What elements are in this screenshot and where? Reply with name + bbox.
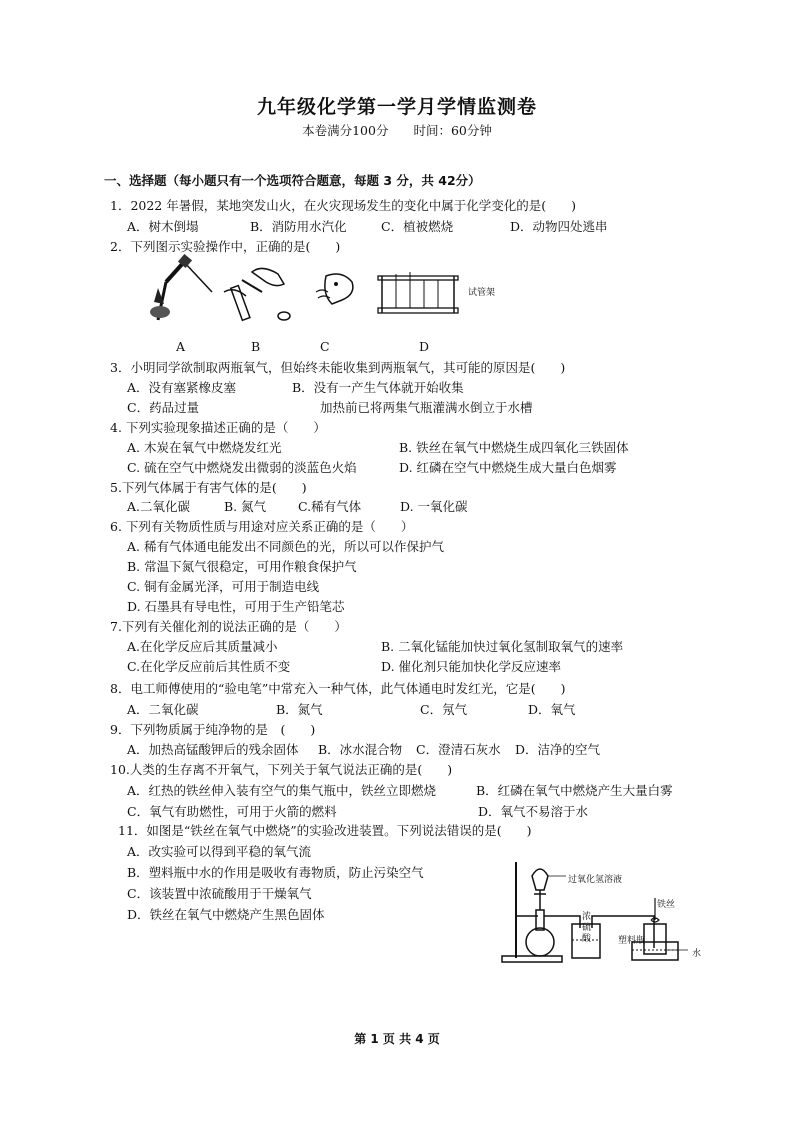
q6-option-a: A. 稀有气体通电能发出不同颜色的光，所以可以作保护气	[127, 539, 444, 554]
q5-stem: 5.下列气体属于有害气体的是( )	[110, 480, 307, 495]
exam-title: 九年级化学第一学月学情监测卷	[256, 96, 537, 118]
q2-label-c: C	[320, 339, 330, 354]
q11-label-water: 水	[692, 949, 702, 959]
q4-stem: 4. 下列实验现象描述正确的是（ ）	[110, 420, 326, 435]
q7-option-b: B. 二氧化锰能加快过氧化氢制取氧气的速率	[381, 639, 624, 654]
q5-option-d: D. 一氧化碳	[400, 499, 468, 514]
q1-stem: 1．2022 年暑假，某地突发山火，在火灾现场发生的变化中属于化学变化的是( )	[110, 198, 576, 213]
q9-option-b: B．冰水混合物	[318, 742, 403, 757]
q2-figure-d	[376, 270, 466, 316]
q3-stem: 3．小明同学欲制取两瓶氧气，但始终未能收集到两瓶氧气，其可能的原因是( )	[110, 360, 566, 375]
q2-label-b: B	[251, 339, 261, 354]
q11-label-h2o2: 过氧化氢溶液	[568, 875, 623, 885]
q11-option-d: D．铁丝在氧气中燃烧产生黑色固体	[127, 907, 325, 922]
q4-option-c: C. 硫在空气中燃烧发出微弱的淡蓝色火焰	[127, 460, 357, 475]
q8-option-d: D．氧气	[528, 702, 576, 717]
q1-option-a: A．树木倒塌	[127, 219, 199, 234]
q3-option-d: 加热前已将两集气瓶灌满水倒立于水槽	[320, 400, 533, 415]
q11-label-acid: 浓硫酸	[582, 912, 592, 944]
q4-option-d: D. 红磷在空气中燃烧生成大量白色烟雾	[399, 460, 617, 475]
q4-option-a: A. 木炭在氧气中燃烧发红光	[127, 440, 282, 455]
q10-option-c: C．氧气有助燃性，可用于火箭的燃料	[127, 804, 337, 819]
q2-label-d: D	[419, 339, 430, 354]
q8-stem: 8．电工师傅使用的“验电笔”中常充入一种气体，此气体通电时发红光，它是( )	[110, 681, 566, 696]
page-number: 第 1 页 共 4 页	[354, 1032, 440, 1046]
exam-subtitle: 本卷满分100分 时间：60分钟	[302, 123, 492, 138]
q11-label-bottle: 塑料瓶	[618, 936, 646, 946]
q7-option-c: C.在化学反应前后其性质不变	[127, 659, 291, 674]
q2-figure-c	[312, 270, 362, 310]
q7-stem: 7.下列有关催化剂的说法正确的是（ ）	[110, 619, 347, 634]
q8-option-c: C．氖气	[420, 702, 468, 717]
q11-option-c: C．该装置中浓硫酸用于干燥氧气	[127, 886, 312, 901]
q10-option-a: A．红热的铁丝伸入装有空气的集气瓶中，铁丝立即燃烧	[127, 783, 437, 798]
q7-option-d: D. 催化剂只能加快化学反应速率	[381, 659, 562, 674]
q1-option-d: D．动物四处逃串	[510, 219, 608, 234]
q2-figure-a	[140, 252, 220, 324]
q3-option-a: A．没有塞紧橡皮塞	[127, 380, 237, 395]
q2-rack-label: 试管架	[468, 288, 496, 298]
q5-option-a: A.二氧化碳	[127, 499, 191, 514]
q9-stem: 9．下列物质属于纯净物的是 ( )	[110, 722, 316, 737]
q8-option-a: A．二氧化碳	[127, 702, 199, 717]
q6-option-b: B. 常温下氮气很稳定，可用作粮食保护气	[127, 559, 357, 574]
q9-option-c: C．澄清石灰水	[416, 742, 501, 757]
q10-option-d: D．氧气不易溶于水	[478, 804, 589, 819]
q8-option-b: B．氮气	[276, 702, 323, 717]
q10-stem: 10.人类的生存离不开氧气，下列关于氧气说法正确的是( )	[110, 762, 453, 777]
q1-option-b: B．消防用水汽化	[250, 219, 347, 234]
q11-option-b: B．塑料瓶中水的作用是吸收有毒物质，防止污染空气	[127, 865, 424, 880]
q6-option-c: C. 铜有金属光泽，可用于制造电线	[127, 579, 320, 594]
q2-stem: 2．下列图示实验操作中，正确的是( )	[110, 239, 341, 254]
q5-option-b: B. 氮气	[224, 499, 267, 514]
q4-option-b: B. 铁丝在氧气中燃烧生成四氧化三铁固体	[399, 440, 629, 455]
q9-option-d: D．洁净的空气	[515, 742, 601, 757]
q6-option-d: D. 石墨具有导电性，可用于生产铅笔芯	[127, 599, 345, 614]
q9-option-a: A．加热高锰酸钾后的残余固体	[127, 742, 299, 757]
q11-option-a: A．改实验可以得到平稳的氧气流	[127, 844, 312, 859]
q2-figure-b	[222, 262, 294, 324]
section-heading: 一、选择题（每小题只有一个选项符合题意，每题 3 分，共 42分）	[104, 173, 481, 188]
q11-label-iron: 铁丝	[657, 900, 676, 910]
q3-option-c: C．药品过量	[127, 400, 200, 415]
q3-option-b: B．没有一产生气体就开始收集	[292, 380, 464, 395]
q1-option-c: C．植被燃烧	[381, 219, 454, 234]
q11-stem: 11．如图是“铁丝在氧气中燃烧”的实验改进装置。下列说法错误的是( )	[118, 823, 532, 838]
q10-option-b: B．红磷在氧气中燃烧产生大量白雾	[476, 783, 673, 798]
q5-option-c: C.稀有气体	[298, 499, 362, 514]
q6-stem: 6. 下列有关物质性质与用途对应关系正确的是（ ）	[110, 519, 414, 534]
q7-option-a: A.在化学反应后其质量减小	[127, 639, 278, 654]
q2-label-a: A	[176, 339, 186, 354]
